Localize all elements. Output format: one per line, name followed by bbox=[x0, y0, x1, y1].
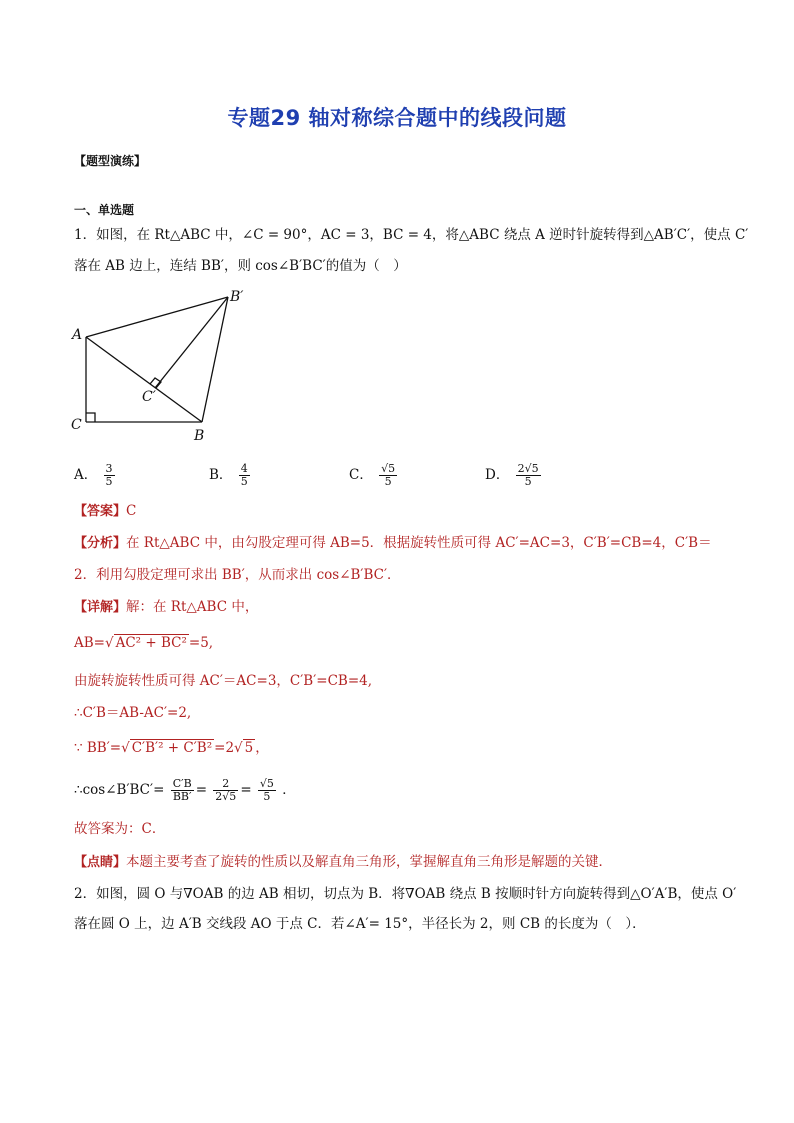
point-label-b: B bbox=[194, 428, 205, 444]
segment-ab-prime bbox=[86, 297, 228, 337]
q1-step1: AB=√ AC² + BC² =5, bbox=[74, 635, 214, 651]
q1-option-c: C． $\frac{√5}{5}$ bbox=[349, 462, 396, 488]
section-heading: 一、单选题 bbox=[74, 203, 135, 217]
q1-analysis-line1: 【分析】在 Rt△ABC 中，由勾股定理可得 AB=5．根据旋转性质可得 AC′=AC=3，C′B′=CB=4，C′B＝ bbox=[74, 535, 712, 551]
segment-ab bbox=[86, 337, 202, 422]
right-angle-mark-c bbox=[86, 413, 95, 422]
q1-conclusion: 故答案为：C． bbox=[74, 821, 166, 837]
q1-step5: ∴cos∠B′BC′= $\frac{C'B}{BB'}$ = $\frac{2}{2√5}$ = $\frac{√5}{5}$ ． bbox=[74, 777, 296, 803]
q1-analysis-line2: 2．利用勾股定理可求出 BB′，从而求出 cos∠B′BC′． bbox=[74, 567, 401, 583]
q2-line1: 2．如图，圆 O 与∇OAB 的边 AB 相切，切点为 B．将∇OAB 绕点 B 按顺时针方向旋转得到△O′A′B，使点 O′ bbox=[74, 886, 737, 902]
q1-line1: 1．如图，在 Rt△ABC 中，∠C = 90°，AC = 3，BC = 4，将△ABC 绕点 A 逆时针旋转得到△AB′C′，使点 C′ bbox=[74, 227, 749, 243]
q1-answer: 【答案】C bbox=[74, 503, 137, 519]
q1-option-b: B． $\frac{4}{5}$ bbox=[209, 462, 248, 488]
q1-option-a: A． $\frac{3}{5}$ bbox=[74, 462, 113, 488]
section-tag: 【题型演练】 bbox=[74, 154, 147, 168]
point-label-a: A bbox=[72, 327, 83, 343]
q1-line2: 落在 AB 边上，连结 BB′，则 cos∠B′BC′的值为（ ） bbox=[74, 258, 407, 274]
q1-step2: 由旋转旋转性质可得 AC′＝AC=3，C′B′=CB=4, bbox=[74, 673, 373, 689]
point-label-b-prime: B′ bbox=[230, 289, 244, 305]
page-title: 专题29 轴对称综合题中的线段问题 bbox=[227, 106, 567, 130]
segment-b-prime-c-prime bbox=[155, 297, 228, 388]
q1-step4: ∵ BB′=√ C′B′² + C′B² =2√ 5 ， bbox=[74, 740, 269, 756]
q1-option-d: D． $\frac{2√5}{5}$ bbox=[485, 462, 539, 488]
q1-comment: 【点睛】本题主要考查了旋转的性质以及解直角三角形，掌握解直角三角形是解题的关键． bbox=[74, 854, 613, 870]
q1-detail-intro: 【详解】解：在 Rt△ABC 中， bbox=[74, 599, 259, 615]
q2-line2: 落在圆 O 上，边 A′B 交线段 AO 于点 C．若∠A′= 15°，半径长为 2，则 CB 的长度为（ ）． bbox=[74, 916, 646, 932]
q1-figure bbox=[66, 285, 256, 445]
q1-step3: ∴C′B＝AB-AC′=2, bbox=[74, 705, 192, 721]
segment-bb-prime bbox=[202, 297, 228, 422]
point-label-c: C bbox=[71, 417, 82, 433]
point-label-c-prime: C′ bbox=[142, 389, 156, 405]
